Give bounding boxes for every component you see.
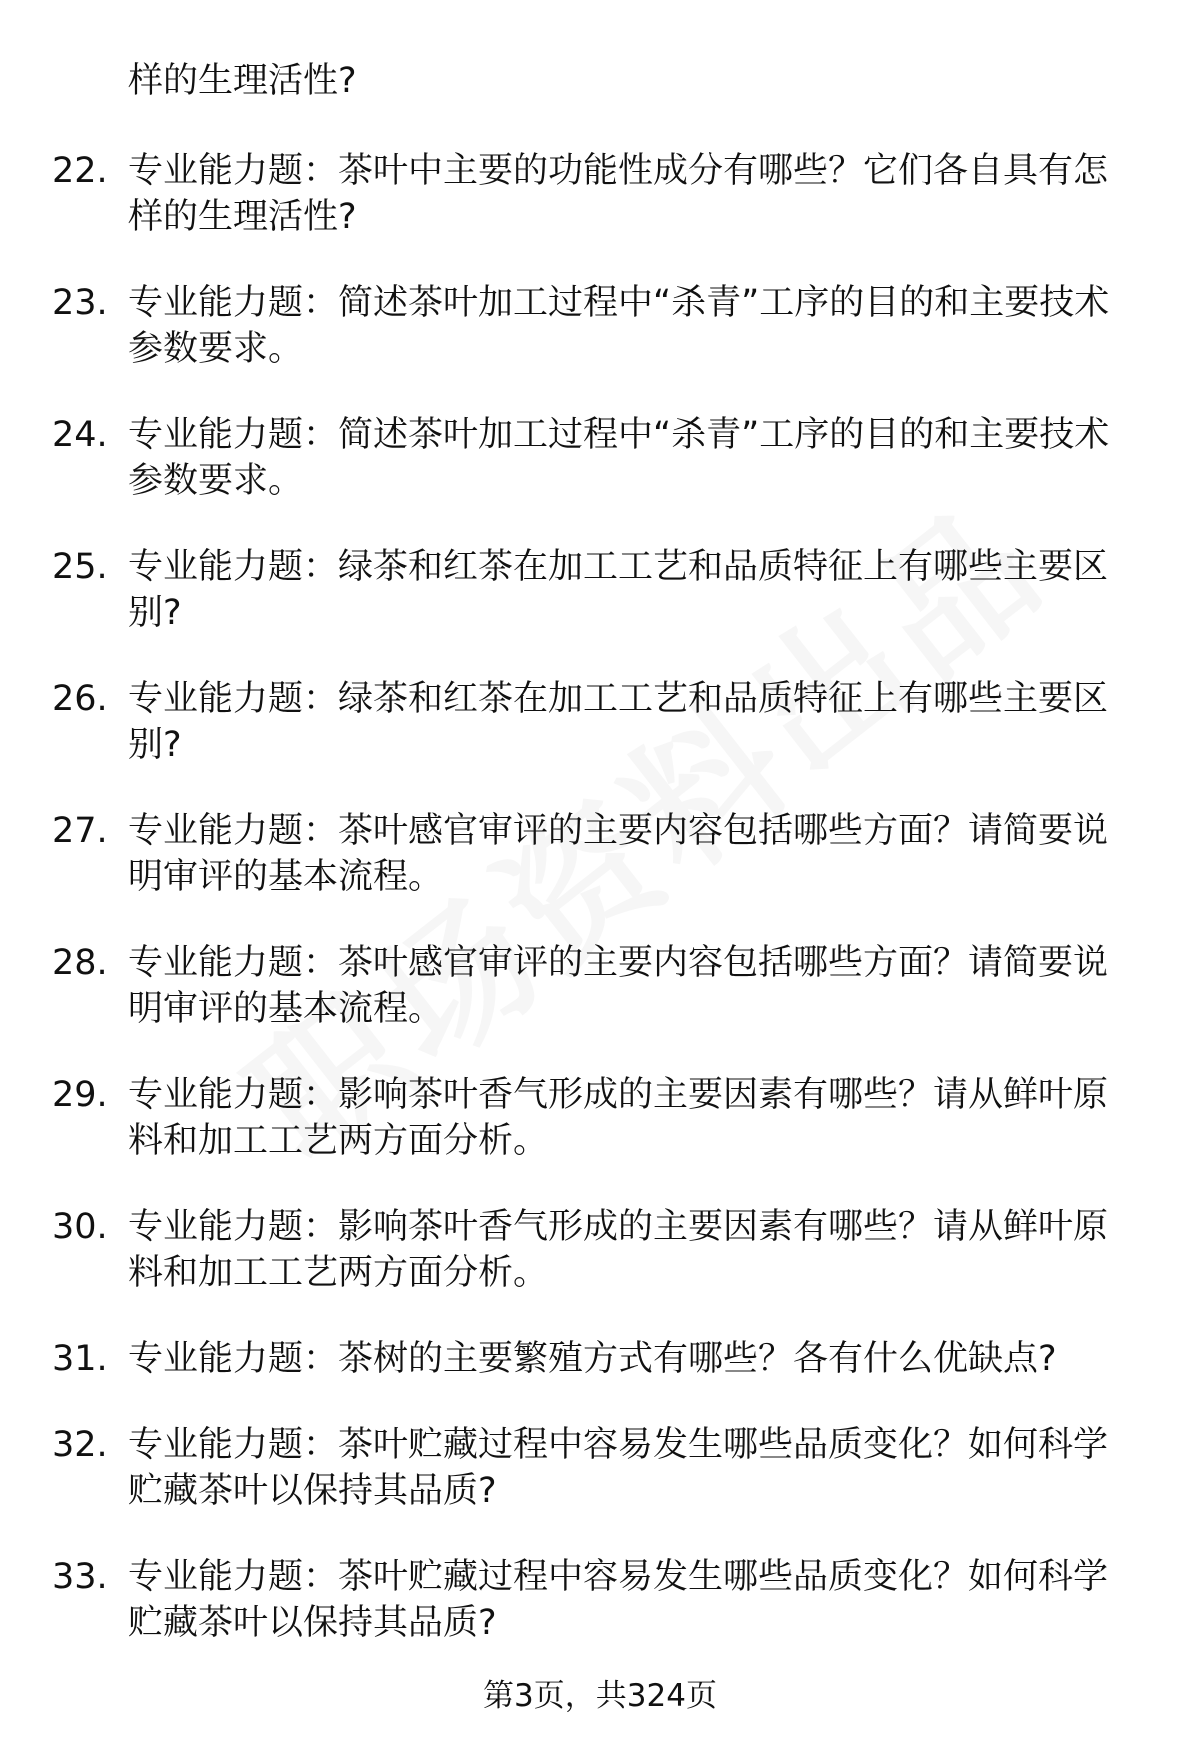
question-number: 30. <box>52 1207 108 1247</box>
question-number: 31. <box>52 1339 108 1379</box>
question-number: 28. <box>52 943 108 983</box>
question-text: 专业能力题：茶树的主要繁殖方式有哪些？各有什么优缺点? <box>128 1339 1057 1379</box>
question-item <box>0 544 1200 676</box>
question-number: 29. <box>52 1075 108 1115</box>
question-item <box>0 1554 1200 1686</box>
question-item <box>0 940 1200 1072</box>
question-item <box>0 280 1200 412</box>
question-text: 专业能力题：简述茶叶加工过程中“杀青”工序的目的和主要技术参数要求。 <box>128 283 1110 369</box>
question-item <box>0 148 1200 280</box>
question-text: 专业能力题：茶叶中主要的功能性成分有哪些？它们各自具有怎样的生理活性? <box>128 151 1109 237</box>
question-item <box>0 1072 1200 1204</box>
question-item <box>0 412 1200 544</box>
question-item <box>0 676 1200 808</box>
question-number: 32. <box>52 1425 108 1465</box>
question-number: 25. <box>52 547 108 587</box>
question-text: 专业能力题：茶叶贮藏过程中容易发生哪些品质变化？如何科学贮藏茶叶以保持其品质? <box>128 1557 1109 1643</box>
page-footer: 第3页，共324页 <box>483 1678 717 1714</box>
question-item <box>0 1336 1200 1422</box>
question-number: 33. <box>52 1557 108 1597</box>
question-item <box>0 808 1200 940</box>
question-item <box>0 1422 1200 1554</box>
question-text: 专业能力题：茶叶感官审评的主要内容包括哪些方面？请简要说明审评的基本流程。 <box>128 943 1109 1029</box>
question-number: 23. <box>52 283 108 323</box>
question-text: 专业能力题：绿茶和红茶在加工工艺和品质特征上有哪些主要区别? <box>128 679 1109 765</box>
question-number: 26. <box>52 679 108 719</box>
question-text: 专业能力题：影响茶叶香气形成的主要因素有哪些？请从鲜叶原料和加工工艺两方面分析。 <box>128 1075 1109 1161</box>
question-number: 24. <box>52 415 108 455</box>
question-text: 专业能力题：影响茶叶香气形成的主要因素有哪些？请从鲜叶原料和加工工艺两方面分析。 <box>128 1207 1109 1293</box>
question-item <box>0 1204 1200 1336</box>
question-number: 22. <box>52 151 108 191</box>
question-list <box>0 148 1200 1686</box>
question-continuation-text: 样的生理活性? <box>128 61 357 101</box>
question-text: 专业能力题：绿茶和红茶在加工工艺和品质特征上有哪些主要区别? <box>128 547 1109 633</box>
question-text: 专业能力题：茶叶贮藏过程中容易发生哪些品质变化？如何科学贮藏茶叶以保持其品质? <box>128 1425 1109 1511</box>
question-number: 27. <box>52 811 108 851</box>
question-text: 专业能力题：简述茶叶加工过程中“杀青”工序的目的和主要技术参数要求。 <box>128 415 1110 501</box>
question-text: 专业能力题：茶叶感官审评的主要内容包括哪些方面？请简要说明审评的基本流程。 <box>128 811 1109 897</box>
